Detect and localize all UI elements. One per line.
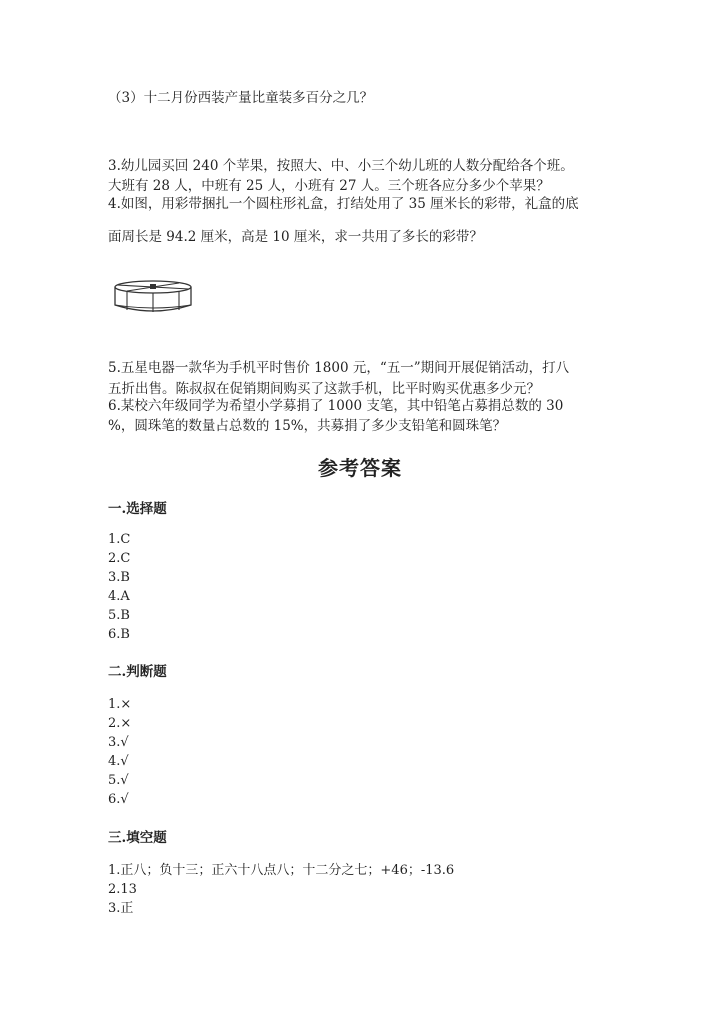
question-2-part-3: （3）十二月份西装产量比童装多百分之几？ [108, 90, 374, 106]
answer-1-5: 5.B [108, 608, 130, 623]
answer-2-1: 1.× [108, 697, 132, 712]
question-4-line-1: 4.如图，用彩带捆扎一个圆柱形礼盒，打结处用了 35 厘米长的彩带，礼盒的底 [108, 196, 579, 212]
answer-2-2: 2.× [108, 716, 132, 731]
answer-3-1: 1.正八；负十三；正六十八点八；十二分之七；+46；-13.6 [108, 863, 455, 878]
answer-1-1: 1.C [108, 532, 131, 547]
answer-1-3: 3.B [108, 570, 130, 585]
question-6-line-2: %，圆珠笔的数量占总数的 15%，共募捐了多少支铅笔和圆珠笔？ [108, 418, 507, 434]
answer-1-2: 2.C [108, 551, 131, 566]
answer-2-5: 5.√ [108, 773, 129, 788]
question-5-line-2: 五折出售。陈叔叔在促销期间购买了这款手机，比平时购买优惠多少元？ [108, 381, 540, 397]
question-3-line-2: 大班有 28 人，中班有 25 人，小班有 27 人。三个班各应分多少个苹果？ [108, 178, 550, 194]
question-6-line-1: 6.某校六年级同学为希望小学募捐了 1000 支笔，其中铅笔占募捐总数的 30 [108, 398, 564, 414]
answer-1-4: 4.A [108, 589, 130, 604]
answer-2-6: 6.√ [108, 792, 129, 807]
section-2-heading: 二.判断题 [108, 664, 167, 680]
section-3-heading: 三.填空题 [108, 830, 167, 846]
section-1-heading: 一.选择题 [108, 501, 167, 517]
answer-3-3: 3.正 [108, 901, 134, 916]
answers-title: 参考答案 [318, 456, 402, 480]
question-3-line-1: 3.幼儿园买回 240 个苹果，按照大、中、小三个幼儿班的人数分配给各个班。 [108, 158, 574, 174]
answer-2-4: 4.√ [108, 754, 129, 769]
answer-2-3: 3.√ [108, 735, 129, 750]
answer-1-6: 6.B [108, 627, 130, 642]
question-5-line-1: 5.五星电器一款华为手机平时售价 1800 元，“五一”期间开展促销活动，打八 [108, 360, 570, 376]
answer-3-2: 2.13 [108, 882, 137, 897]
question-4-line-2: 面周长是 94.2 厘米，高是 10 厘米，求一共用了多长的彩带？ [108, 229, 483, 245]
cylinder-gift-box-figure [112, 276, 194, 316]
